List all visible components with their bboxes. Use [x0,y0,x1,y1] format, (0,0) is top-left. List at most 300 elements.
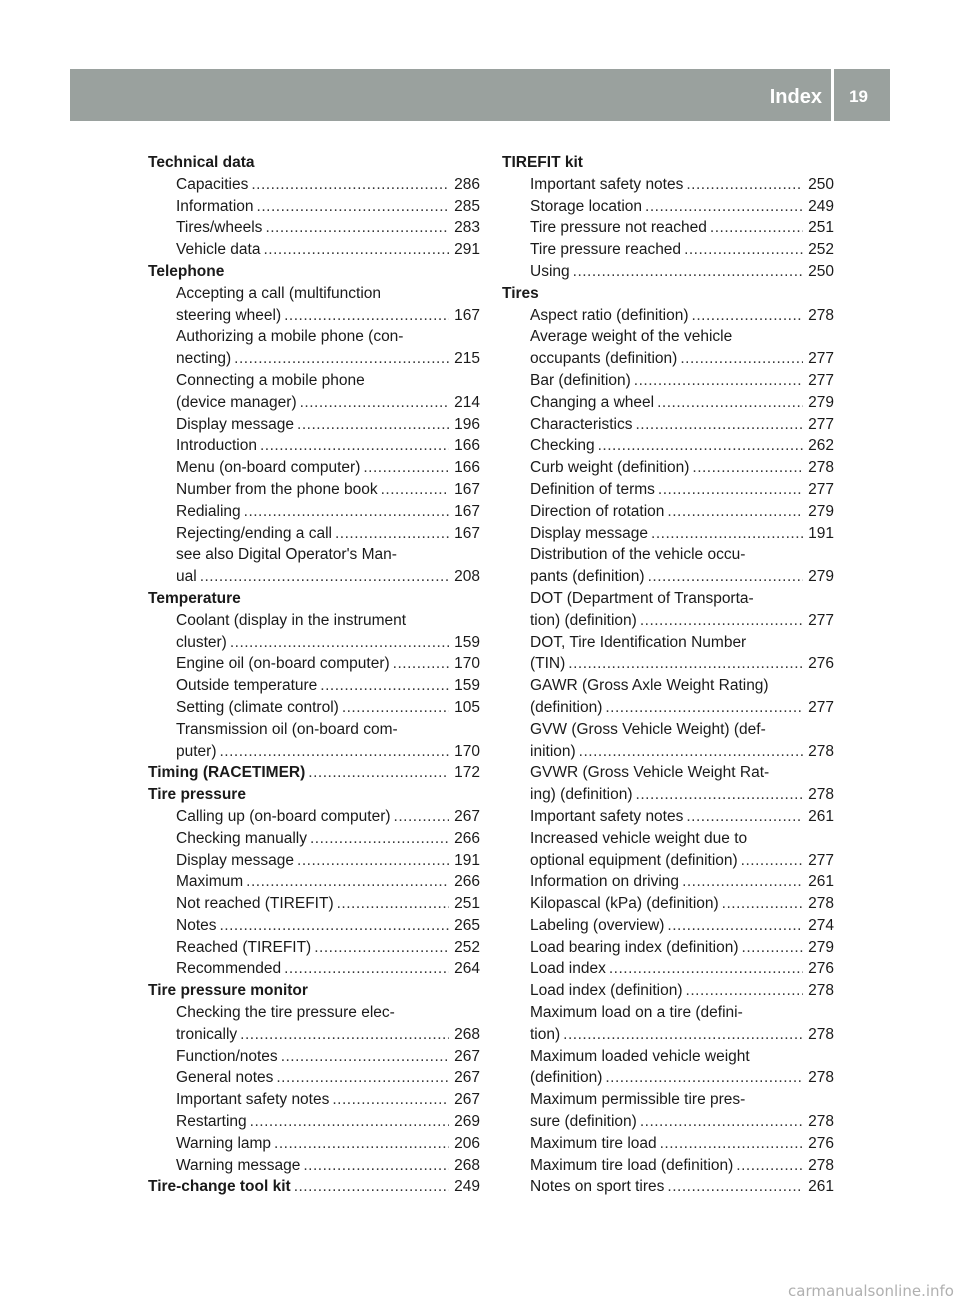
entry-text: Using [530,262,570,280]
dot-leader [300,392,450,414]
entry-text: Setting (climate control) [176,698,339,716]
index-entry [148,414,480,436]
entry-text: Changing a wheel [530,393,655,411]
index-entry [148,958,480,980]
header-bar [70,69,890,121]
section-title: Index [769,86,822,108]
index-heading [148,980,480,1002]
page-reference: 268 [454,1025,480,1043]
dot-leader [609,958,803,980]
page-reference: 251 [454,895,480,913]
entry-text: tronically [176,1025,238,1043]
dot-leader [605,1067,803,1089]
dot-leader [658,479,803,501]
dot-leader [234,348,449,370]
index-entry [148,566,480,588]
dot-leader [281,1046,449,1068]
page-reference: 196 [454,415,480,433]
index-entry [148,196,480,218]
index-entry [148,239,480,261]
entry-text: necting) [176,350,232,368]
entry-text: Display message [176,851,295,869]
page-reference: 166 [454,437,480,455]
index-column-right [502,152,834,1198]
page-reference: 105 [454,698,480,716]
index-heading [148,152,480,174]
entry-text: steering wheel) [176,306,282,324]
page-reference: 276 [808,960,834,978]
dot-leader [657,392,803,414]
page-reference: 278 [808,786,834,804]
page-reference: 191 [454,851,480,869]
page-reference: 277 [808,611,834,629]
entry-text: Redialing [176,502,241,520]
entry-text: Tires/wheels [176,219,263,237]
index-entry [148,893,480,915]
dot-leader [686,980,804,1002]
dot-leader [250,1111,449,1133]
page-reference: 267 [454,1047,480,1065]
page-reference: 191 [808,524,834,542]
index-entry [148,1046,480,1068]
entry-text: Important safety notes [530,175,684,193]
index-entry [502,1155,834,1177]
dot-leader [684,239,803,261]
dot-leader [686,806,803,828]
dot-leader [605,697,803,719]
entry-text: Checking the tire pressure elec- [176,1004,395,1022]
dot-leader [276,1067,449,1089]
entry-text: Checking [530,437,595,455]
dot-leader [648,566,804,588]
dot-leader [742,937,804,959]
entry-text: Recommended [176,960,282,978]
entry-text: Outside temperature [176,677,318,695]
dot-leader [667,915,803,937]
entry-text: Restarting [176,1113,247,1131]
index-entry [502,719,834,741]
dot-leader [381,479,450,501]
index-entry [502,850,834,872]
page-reference: 250 [808,262,834,280]
page-reference: 262 [808,437,834,455]
entry-text: Information [176,197,254,215]
index-entry [148,1155,480,1177]
entry-text: Rejecting/ending a call [176,524,332,542]
entry-text: cluster) [176,633,227,651]
page-reference: 278 [808,1113,834,1131]
index-entry [502,806,834,828]
page-reference: 277 [808,480,834,498]
index-entry [148,1002,480,1024]
index-heading [148,784,480,806]
page-reference: 265 [454,916,480,934]
page-reference: 170 [454,742,480,760]
index-entry [502,1133,834,1155]
page-reference: 269 [454,1113,480,1131]
page-reference: 278 [808,1025,834,1043]
index-entry [148,283,480,305]
index-entry [148,632,480,654]
entry-text: Menu (on-board computer) [176,459,361,477]
dot-leader [682,871,803,893]
index-entry [148,1024,480,1046]
index-entry [502,457,834,479]
index-entry [502,479,834,501]
index-heading [502,152,834,174]
dot-leader [736,1155,803,1177]
dot-leader [710,217,803,239]
page-reference: 278 [808,895,834,913]
entry-text: Coolant (display in the instrument [176,611,407,629]
entry-text: optional equipment (definition) [530,851,738,869]
entry-text: Tire-change tool kit [148,1178,291,1196]
page-reference: 278 [808,1156,834,1174]
dot-leader [598,435,804,457]
index-entry [148,697,480,719]
entry-text: Bar (definition) [530,371,631,389]
entry-text: tion) (definition) [530,611,637,629]
dot-leader [314,937,449,959]
dot-leader [579,741,803,763]
index-entry [148,523,480,545]
index-entry [502,392,834,414]
index-entry [148,915,480,937]
entry-text: Checking manually [176,829,307,847]
index-entry [502,414,834,436]
index-entry [148,392,480,414]
page-reference: 167 [454,524,480,542]
entry-text: Labeling (overview) [530,916,665,934]
page-reference: 283 [454,219,480,237]
entry-text: see also Digital Operator's Man- [176,546,397,564]
entry-text: Maximum tire load [530,1134,657,1152]
index-entry [148,1067,480,1089]
entry-text: Load index (definition) [530,982,683,1000]
page-reference: 261 [808,807,834,825]
page-reference: 252 [454,938,480,956]
page-reference: 159 [454,677,480,695]
dot-leader [680,348,803,370]
index-heading [148,762,480,784]
dot-leader [363,457,449,479]
entry-text: Accepting a call (multifunction [176,284,382,302]
index-entry [502,610,834,632]
dot-leader [265,217,449,239]
index-entry [502,915,834,937]
dot-leader [257,196,450,218]
entry-text: Tire pressure not reached [530,219,707,237]
entry-text: Reached (TIREFIT) [176,938,312,956]
index-entry [502,784,834,806]
index-entry [502,501,834,523]
index-entry [502,370,834,392]
entry-text: Maximum [176,873,244,891]
page-reference: 279 [808,393,834,411]
page-reference: 267 [454,1091,480,1109]
entry-text: ual [176,568,197,586]
entry-text: occupants (definition) [530,350,678,368]
index-entry [148,806,480,828]
dot-leader [246,871,449,893]
index-entry [148,850,480,872]
index-entry [502,697,834,719]
entry-text: Technical data [148,154,255,171]
entry-text: GVW (Gross Vehicle Weight) (def- [530,720,766,738]
page-reference: 274 [808,916,834,934]
page-reference: 267 [454,1069,480,1087]
index-entry [148,457,480,479]
entry-text: DOT, Tire Identification Number [530,633,747,651]
index-entry [502,980,834,1002]
entry-text: Load index [530,960,606,978]
entry-text: Tire pressure [148,786,246,804]
index-entry [148,435,480,457]
entry-text: Storage location [530,197,643,215]
entry-text: Notes [176,916,217,934]
entry-text: tion) [530,1025,561,1043]
index-entry [502,958,834,980]
index-entry [502,261,834,283]
index-entry [502,1176,834,1198]
dot-leader [263,239,449,261]
index-heading [148,588,480,610]
index-entry [148,937,480,959]
index-entry [502,937,834,959]
index-entry [502,675,834,697]
page-reference: 167 [454,480,480,498]
page-reference: 170 [454,655,480,673]
entry-text: Distribution of the vehicle occu- [530,546,746,564]
watermark: carmanualsonline.info [788,1282,954,1300]
page-reference: 172 [454,764,480,782]
page-reference: 208 [454,568,480,586]
entry-text: GVWR (Gross Vehicle Weight Rat- [530,764,770,782]
index-entry [502,217,834,239]
dot-leader [634,370,803,392]
page-reference: 286 [454,175,480,193]
entry-text: Information on driving [530,873,680,891]
entry-text: (definition) [530,1069,603,1087]
index-entry [502,566,834,588]
dot-leader [303,1155,449,1177]
index-entry [148,479,480,501]
dot-leader [297,414,449,436]
page-reference: 252 [808,241,834,259]
index-entry [148,501,480,523]
entry-text: Vehicle data [176,241,261,259]
dot-leader [568,653,803,675]
dot-leader [573,261,803,283]
entry-text: Load bearing index (definition) [530,938,739,956]
entry-text: Connecting a mobile phone [176,371,365,389]
entry-text: Warning message [176,1156,301,1174]
index-heading [502,283,834,305]
entry-text: (device manager) [176,393,297,411]
index-entry [148,1133,480,1155]
entry-text: (definition) [530,698,603,716]
index-entry [502,1024,834,1046]
page-reference: 250 [808,175,834,193]
index-entry [148,653,480,675]
entry-text: GAWR (Gross Axle Weight Rating) [530,677,769,695]
dot-leader [337,893,450,915]
page-reference: 278 [808,742,834,760]
page-reference: 278 [808,459,834,477]
entry-text: Important safety notes [530,807,684,825]
dot-leader [230,632,449,654]
index-entry [502,523,834,545]
index-entry [502,588,834,610]
index-heading [148,261,480,283]
dot-leader [686,174,803,196]
dot-leader [342,697,449,719]
dot-leader [220,741,450,763]
entry-text: Direction of rotation [530,502,665,520]
index-entry [502,544,834,566]
entry-text: Warning lamp [176,1134,272,1152]
entry-text: Authorizing a mobile phone (con- [176,328,404,346]
entry-text: Function/notes [176,1047,278,1065]
dot-leader [220,915,450,937]
entry-text: Not reached (TIREFIT) [176,895,334,913]
entry-text: Temperature [148,589,241,607]
dot-leader [692,457,803,479]
index-entry [502,632,834,654]
entry-text: Average weight of the vehicle [530,328,733,346]
page-reference: 277 [808,350,834,368]
page-reference: 167 [454,306,480,324]
entry-text: inition) [530,742,576,760]
entry-text: Maximum permissible tire pres- [530,1091,746,1109]
page-reference: 278 [808,982,834,1000]
dot-leader [260,435,449,457]
index-column-left [148,152,480,1198]
page-reference: 277 [808,851,834,869]
entry-text: puter) [176,742,217,760]
entry-text: Maximum loaded vehicle weight [530,1047,750,1065]
index-entry [148,217,480,239]
dot-leader [667,501,803,523]
index-entry [502,1111,834,1133]
dot-leader [297,850,449,872]
dot-leader [332,1089,449,1111]
page-reference: 279 [808,568,834,586]
index-entry [148,1089,480,1111]
entry-text: DOT (Department of Transporta- [530,589,754,607]
dot-leader [636,784,804,806]
index-entry [502,174,834,196]
index-entry [502,196,834,218]
dot-leader [284,305,449,327]
dot-leader [310,828,449,850]
entry-text: Characteristics [530,415,633,433]
index-entry [502,741,834,763]
index-entry [502,305,834,327]
dot-leader [741,850,803,872]
entry-text: Introduction [176,437,257,455]
entry-text: Calling up (on-board computer) [176,807,391,825]
entry-text: Notes on sport tires [530,1178,665,1196]
index-entry [148,326,480,348]
page-reference: 279 [808,938,834,956]
dot-leader [636,414,804,436]
page-reference: 279 [808,502,834,520]
entry-text: Kilopascal (kPa) (definition) [530,895,719,913]
page-reference: 278 [808,1069,834,1087]
page-reference: 159 [454,633,480,651]
dot-leader [274,1133,449,1155]
index-entry [502,893,834,915]
page-reference: 276 [808,1134,834,1152]
entry-text: sure (definition) [530,1113,637,1131]
dot-leader [308,762,449,784]
dot-leader [640,610,803,632]
index-entry [148,675,480,697]
index-entry [502,1089,834,1111]
dot-leader [651,523,803,545]
dot-leader [640,1111,803,1133]
page-number: 19 [849,87,868,106]
dot-leader [667,1176,803,1198]
page-reference: 264 [454,960,480,978]
dot-leader [660,1133,804,1155]
index-entry [148,174,480,196]
entry-text: General notes [176,1069,274,1087]
page-reference: 249 [454,1178,480,1196]
dot-leader [251,174,449,196]
index-entry [502,435,834,457]
index-entry [502,828,834,850]
page-reference: 206 [454,1134,480,1152]
entry-text: ing) (definition) [530,786,633,804]
dot-leader [284,958,449,980]
dot-leader [563,1024,803,1046]
index-entry [148,1111,480,1133]
page-reference: 277 [808,415,834,433]
page-reference: 167 [454,502,480,520]
page-reference: 261 [808,1178,834,1196]
entry-text: pants (definition) [530,568,645,586]
header-divider [831,69,834,121]
index-entry [148,348,480,370]
entry-text: Important safety notes [176,1091,330,1109]
index-entry [502,348,834,370]
dot-leader [335,523,449,545]
entry-text: Transmission oil (on-board com- [176,720,398,738]
page-reference: 276 [808,655,834,673]
page-reference: 214 [454,393,480,411]
entry-text: Tires [502,284,539,302]
dot-leader [393,653,449,675]
page-reference: 267 [454,807,480,825]
dot-leader [200,566,449,588]
index-entry [502,1002,834,1024]
index-entry [148,370,480,392]
page-reference: 249 [808,197,834,215]
index-entry [502,326,834,348]
index-entry [502,239,834,261]
entry-text: (TIN) [530,655,566,673]
entry-text: Aspect ratio (definition) [530,306,689,324]
index-entry [148,610,480,632]
dot-leader [244,501,449,523]
page-reference: 261 [808,873,834,891]
index-entry [502,762,834,784]
index-entry [148,305,480,327]
page-reference: 215 [454,350,480,368]
entry-text: Maximum load on a tire (defini- [530,1004,743,1022]
